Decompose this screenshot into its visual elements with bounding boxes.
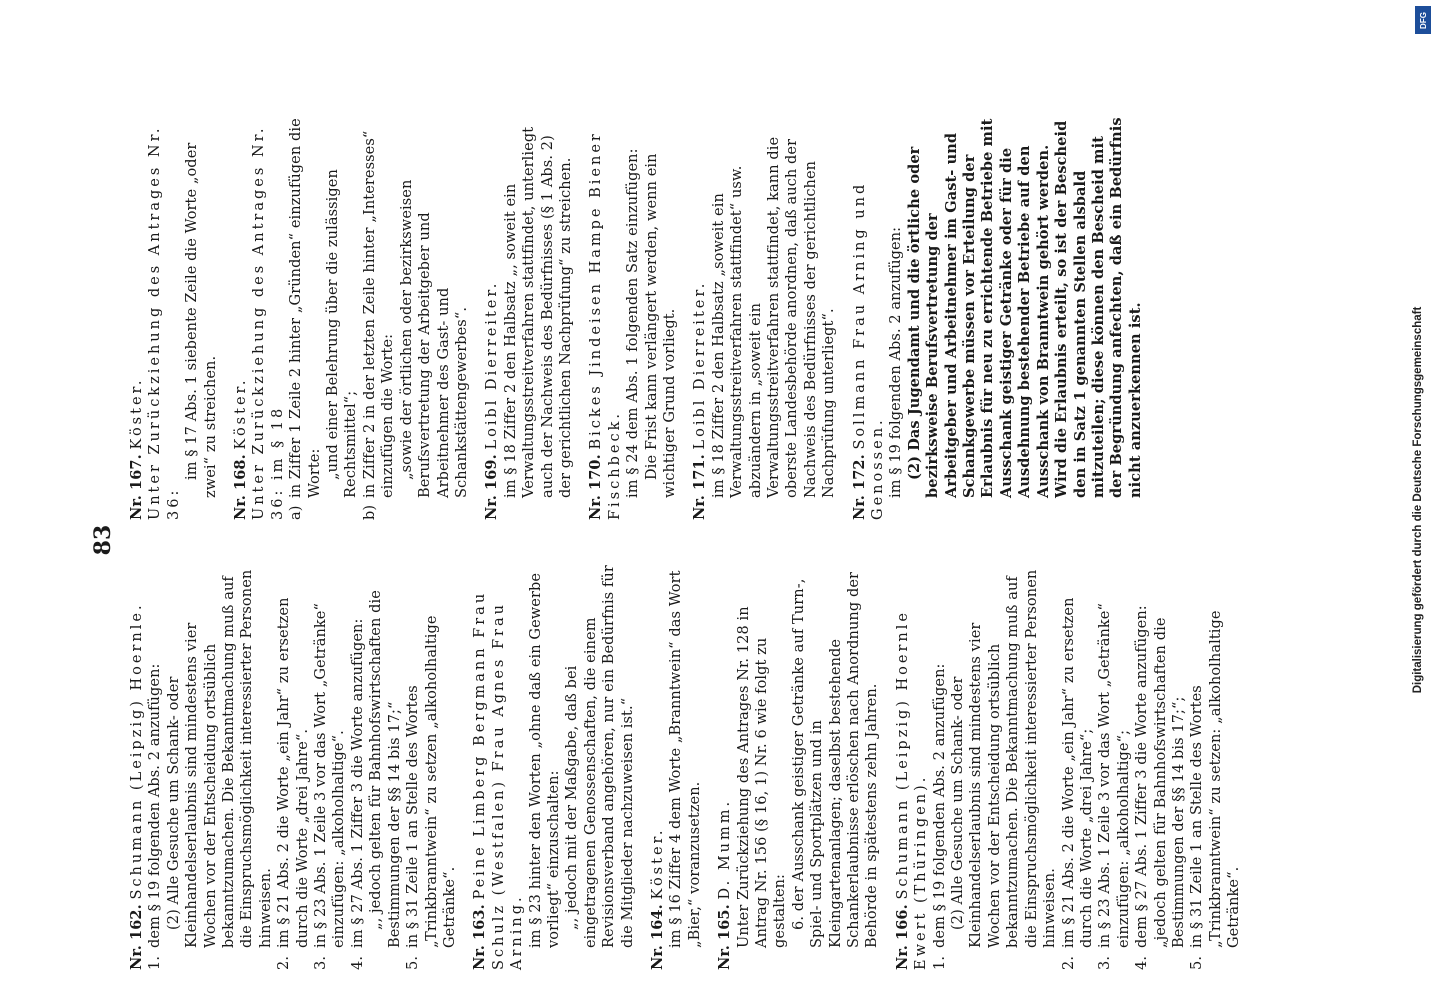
motion-authors: Bickes Jindeisen Hampe Biener Fischbeck. [588,131,623,520]
item-text: in Ziffer 1 Zeile 2 hinter „Gründen“ einzufügen die Worte: [288,118,323,498]
item-text: in § 23 Abs. 1 Zeile 3 vor das Wort „Getränke“ einzufügen: „alkoholhaltige“. [313,603,348,948]
item-number: 3. [313,955,330,970]
motion-number: Nr. 171. [691,454,709,520]
motion-170 [587,115,679,520]
quoted-text: Die Frist kann verlängert werden, wenn ein wichtiger Grund vorliegt. [643,153,678,498]
quoted-text: (2) Alle Gesuche um Schank- oder Kleinhandelserlaubnis sind mindestens vier Wochen vor der Entscheidung ortsüblich bekanntzumachen. Die Bekanntmachung muß auf die Einspruchsmöglichkeit interessierter Personen hinweisen. [950,569,1059,948]
motion-number: Nr. 167. [128,454,145,520]
quoted-text: im § 17 Abs. 1 siebente Zeile die Worte „oder zwei“ zu streichen. [184,142,219,498]
motion-162 [128,565,459,970]
list-item [931,565,949,970]
motion-text: Unter Zurückziehung des Antrages Nr. 36: im § 18 [251,125,286,520]
motion-169 [483,115,575,520]
quoted-text: (2) Alle Gesuche um Schank- oder Kleinhandelserlaubnis sind mindestens vier Wochen vor der Entscheidung ortsüblich bekanntzumachen. Die Bekanntmachung muß auf die Einspruchsmöglichkeit interessierter Personen hinweisen. [165,569,274,948]
item-text: im § 27 Abs. 1 Ziffer 3 die Worte anzufügen: [349,618,366,948]
item-number: 2. [276,955,293,970]
motion-authors: Schumann (Leipzig) Hoernle. [129,602,145,900]
list-item [287,115,324,520]
item-number: 5. [1189,955,1206,970]
quoted-text: 6. der Ausschank geistiger Getränke auf Turn-, Spiel- und Sportplätzen und in Kleingartenanlagen; daselbst bestehende Schankerlaubnisse erlöschen nach Anordnung der Behörde in spätestens zehn Jahren. [790,571,881,948]
motion-167 [128,115,220,520]
list-item [1188,565,1243,970]
motion-164 [649,565,704,970]
motion-text: im § 18 Ziffer 2 den Halbsatz „soweit ein Verwaltungsstreitverfahren stattfindet“ usw. abzuändern in „soweit ein Verwaltungsstreitverfahren stattfindet, kann die oberste Landesbehörde anordnen, daß auch der Nachweis des Bedürfnisses der gerichtlichen Nachprüfung unterliegt“. [710,136,838,498]
list-item [312,565,349,970]
motion-172 [851,115,1146,520]
motion-authors: Köster. [649,827,666,900]
motion-text: im § 18 Ziffer 2 den Halbsatz „, soweit ein Verwaltungsstreitverfahren stattfindet, unterliegt auch der Nachweis des Bedürfnisses (§ 1 Abs. 2) der gerichtlichen Nachprüfung“ zu streichen. [502,126,574,498]
dfg-logo-label: DFG [1418,11,1428,29]
motion-authors: D. Mumm. [717,798,734,900]
item-number: 3. [1097,955,1114,970]
funding-notice: Digitalisierung gefördert durch die Deutsche Forschungsgemeinschaft [1412,306,1424,694]
motion-number: Nr. 166. [893,904,911,970]
motion-165 [716,565,882,970]
motion-authors: Loibl Dierreiter. [484,280,501,450]
motion-authors: Schumann (Leipzig) Hoernle Ewert (Thüringen). [894,610,930,970]
list-item [349,565,367,970]
item-number: 5. [405,955,422,970]
motion-168 [232,115,471,520]
item-text: dem § 27 Abs. 1 Ziffer 3 die Worte anzufügen: „jedoch gelten für Bahnhofswirtschaften die Bestimmungen der §§ 14 bis 17;“; [1134,605,1187,948]
motion-text: im § 19 folgenden Abs. 2 anzufügen: [888,226,905,498]
item-number: 4. [1134,955,1151,970]
motion-166 [894,565,1244,970]
item-text: im § 21 Abs. 2 die Worte „ein Jahr“ zu ersetzen durch die Worte „drei Jahre“; [1060,597,1095,948]
item-number: 1. [931,955,948,970]
list-item [1096,565,1133,970]
motion-number: Nr. 164. [648,904,666,970]
quoted-text: „, jedoch mit der Maßgabe, daß bei eingetragenen Genossenschaften, die einem Revisionsverband angehören, nur ein Bedürfnis für die Mitglieder nachzuweisen ist.“ [564,565,636,948]
item-text: in Ziffer 2 in der letzten Zeile hinter „Interesses“ einzufügen die Worte: [361,130,397,498]
motion-authors: Köster. [129,377,145,450]
item-number: b) [361,504,378,520]
motion-authors: Peine Limberg Bergmann Frau Schulz (Westfalen) Frau Agnes Frau Arning. [472,590,526,970]
motion-text: Unter Zurückziehung des Antrages Nr. 36: [147,125,182,520]
quoted-text: (2) Das Jugendamt und die örtliche oder bezirksweise Berufsvertretung der Arbeitgeber und Arbeitnehmer im Gast- und Schankgewerbe müssen vor Erteilung der Erlaubnis für neu zu errichtende Betriebe mit Ausschank geistiger Getränke oder für die Ausdehnung bestehender Betriebe auf den Ausschank von Branntwein gehört werden. Wird die Erlaubnis erteilt, so ist der Bescheid den in Satz 1 genannten Stellen alsbald mitzuteilen; diese können den Bescheid mit der Begründung anfechten, daß ein Bedürfnis nicht anzuerkennen ist. [905,117,1144,498]
quoted-text: „und einer Belehrung über die zulässigen Rechtsmittel“; [325,169,360,498]
list-item [1060,565,1097,970]
motion-number: Nr. 168. [232,454,250,520]
list-item [275,565,312,970]
motion-number: Nr. 165. [716,904,734,970]
motion-163 [471,565,637,970]
motion-text: Unter Zurückziehung des Antrages Nr. 128 in Antrag Nr. 156 (§ 16, 1) Nr. 6 wie folgt zu gestalten: [735,606,789,948]
item-text: in § 31 Zeile 1 an Stelle des Wortes „Trinkbranntwein“ zu setzen: „alkoholhaltige Getränke“. [1189,610,1243,948]
item-text: in § 23 Abs. 1 Zeile 3 vor das Wort „Getränke“ einzufügen: „alkoholhaltige“; [1097,603,1132,948]
motion-171 [691,115,838,520]
motion-number: Nr. 169. [483,454,501,520]
motion-number: Nr. 170. [587,454,605,520]
motion-number: Nr. 162. [128,904,145,970]
motion-number: Nr. 172. [850,454,868,520]
dfg-logo [1415,6,1431,34]
motion-authors: Sollmann Frau Arning und Genossen. [851,181,887,520]
motion-text: im § 23 hinter den Worten „ohne daß ein Gewerbe vorliegt“ einzuschalten: [527,572,562,948]
item-text: in § 31 Zeile 1 an Stelle des Wortes „Trinkbranntwein“ zu setzen „alkoholhaltige Getränke“. [405,615,458,948]
item-text: dem § 19 folgenden Abs. 2 anzufügen: [147,663,164,948]
list-item [361,115,398,520]
list-item [1133,565,1188,970]
motion-number: Nr. 163. [471,904,489,970]
item-number: 2. [1060,955,1077,970]
motion-authors: Köster. [233,377,250,450]
motion-text: im § 16 Ziffer 4 dem Worte „Branntwein“ das Wort „Bier,“ voranzusetzen. [668,570,703,948]
item-text: im § 21 Abs. 2 die Worte „ein Jahr“ zu ersetzen durch die Worte „drei Jahre“. [276,597,311,948]
item-number: 4. [349,955,366,970]
item-number: 1. [147,955,164,970]
quoted-text: „sowie der örtlichen oder bezirksweisen Berufsvertretung der Arbeitgeber und Arbeitnehmer des Gast- und Schankstättengewerbes“. [398,179,470,498]
item-number: a) [288,505,305,520]
list-item [146,565,164,970]
motion-text: im § 24 dem Abs. 1 folgenden Satz einzufügen: [625,148,642,498]
left-column [128,565,1256,970]
page-number: 83 [90,524,116,556]
quoted-text: „, jedoch gelten für Bahnhofswirtschaften die Bestimmungen der §§ 14 bis 17;“ [368,590,403,948]
right-column [128,115,1157,520]
list-item [404,565,459,970]
item-text: dem § 19 folgenden Abs. 2 anzufügen: [931,663,948,948]
page-content [90,110,1275,970]
motion-authors: Loibl Dierreiter. [692,280,709,450]
